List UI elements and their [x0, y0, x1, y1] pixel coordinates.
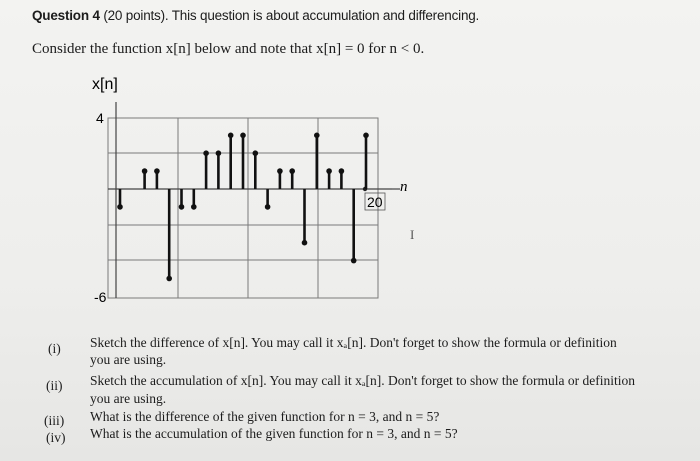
- question-ii-number: (ii): [46, 378, 63, 393]
- stem-dot-n15: [302, 240, 308, 246]
- question-ii-line-1: Sketch the accumulation of x[n]. You may call it xₐ[n]. Don't forget to show the formula or definition: [90, 373, 636, 388]
- question-iv-line: What is the accumulation of the given function for n = 3, and n = 5?: [90, 426, 458, 441]
- stem-dot-n9: [228, 133, 234, 139]
- question-header-text: (20 points). This question is about accumulation and differencing.: [99, 8, 480, 23]
- stems-group: [117, 133, 369, 282]
- stem-dot-n8: [216, 150, 222, 156]
- stem-dot-n5: [179, 204, 185, 210]
- question-ii-line-2: you are using.: [90, 391, 167, 406]
- y-axis-title: x[n]: [92, 76, 118, 93]
- question-iv-number: (iv): [46, 430, 66, 445]
- question-i-number: (i): [48, 341, 61, 356]
- stem-dot-n13: [277, 168, 283, 174]
- x-tick-label-20: 20: [367, 194, 383, 210]
- stem-dot-n2: [142, 168, 148, 174]
- stem-dot-n4: [166, 276, 172, 282]
- stem-dot-n19: [351, 258, 357, 264]
- question-iii-line: What is the difference of the given function for n = 3, and n = 5?: [90, 409, 440, 424]
- question-i-line-1: Sketch the difference of x[n]. You may call it xₐ[n]. Don't forget to show the formula or definition: [90, 335, 617, 350]
- stem-dot-n10: [240, 133, 246, 139]
- text-cursor-glyph: I: [410, 227, 415, 242]
- y-bottom-label: -6: [94, 289, 107, 305]
- stem-dot-n11: [253, 150, 259, 156]
- stem-dot-n12: [265, 204, 271, 210]
- stem-dot-n6: [191, 204, 197, 210]
- stem-dot-n18: [339, 168, 345, 174]
- stem-dot-n16: [314, 133, 320, 139]
- question-iii-number: (iii): [44, 413, 65, 428]
- stem-dot-n0: [117, 204, 123, 210]
- y-top-label: 4: [96, 110, 104, 126]
- stem-dot-n7: [203, 150, 209, 156]
- stem-dot-n14: [289, 168, 295, 174]
- intro-text: Consider the function x[n] below and note that x[n] = 0 for n < 0.: [32, 41, 425, 57]
- question-number: Question 4: [32, 8, 100, 23]
- question-i-line-2: you are using.: [90, 352, 167, 367]
- x-axis-title: n: [400, 179, 408, 195]
- stem-dot-n17: [326, 168, 332, 174]
- stem-dot-n3: [154, 168, 160, 174]
- stem-dot-n20: [363, 133, 369, 139]
